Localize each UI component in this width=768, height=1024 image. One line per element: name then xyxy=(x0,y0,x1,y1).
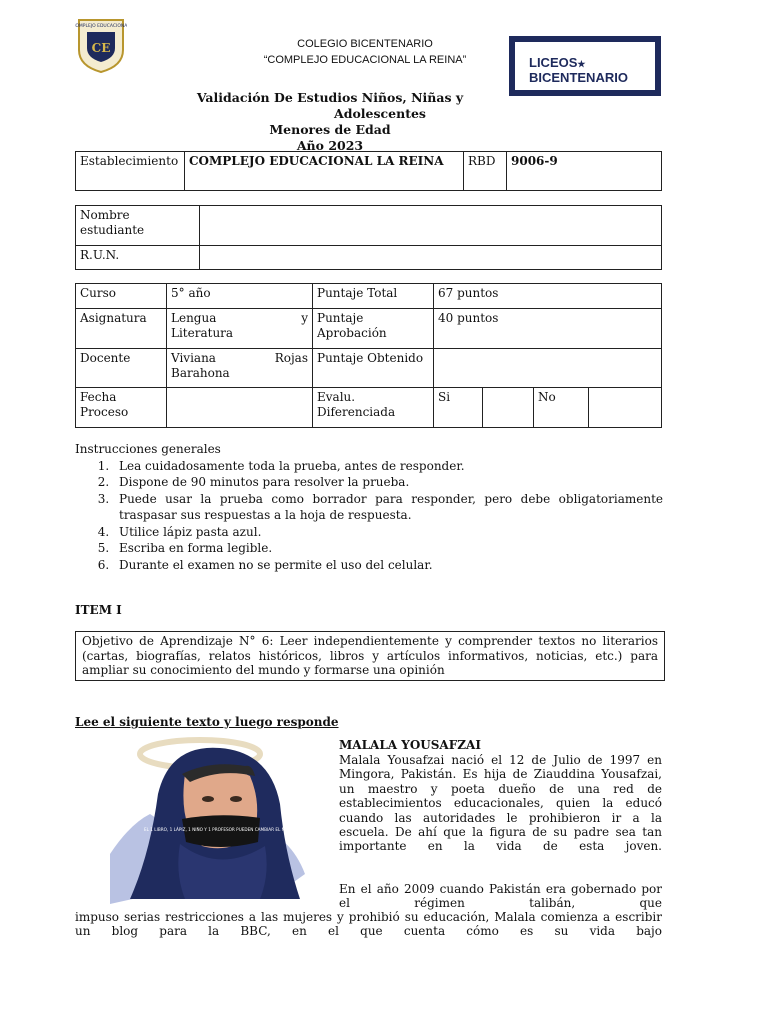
student-name-field[interactable] xyxy=(200,206,662,246)
title-line-2: Adolescentes xyxy=(334,106,426,121)
general-instructions xyxy=(75,441,663,573)
subject-value xyxy=(167,309,313,349)
subject-value-a: Lengua xyxy=(171,311,217,325)
document-title xyxy=(160,90,500,154)
crest-monogram: CE xyxy=(91,41,111,55)
course-info-table xyxy=(75,283,662,428)
instruction-item: 3. Puede usar la prueba como borrador para responder, pero debe obligatoriamente traspasar sus respuestas a la hoja de respuesta. xyxy=(113,491,663,524)
teacher-value-c: Barahona xyxy=(171,366,230,380)
instructions-heading: Instrucciones generales xyxy=(75,442,221,456)
malala-illustration xyxy=(70,734,328,904)
passing-score-label: Puntaje Aprobación xyxy=(313,309,434,349)
school-line-2: “COMPLEJO EDUCACIONAL LA REINA” xyxy=(263,54,467,66)
instruction-item: 1. Lea cuidadosamente toda la prueba, antes de responder. xyxy=(113,458,663,475)
run-field[interactable] xyxy=(200,246,662,270)
si-checkbox[interactable] xyxy=(483,388,534,428)
rbd-label: RBD xyxy=(464,152,507,191)
reading-title: MALALA YOUSAFZAI xyxy=(339,738,481,752)
teacher-label: Docente xyxy=(76,349,167,388)
title-line-1: Validación De Estudios Niños, Niñas y xyxy=(196,90,464,105)
logo-line-2: BICENTENARIO xyxy=(529,70,628,85)
school-crest xyxy=(75,16,127,74)
no-checkbox[interactable] xyxy=(589,388,662,428)
no-label: No xyxy=(534,388,589,428)
course-value: 5° año xyxy=(167,284,313,309)
student-table xyxy=(75,205,662,270)
obtained-score-field[interactable] xyxy=(434,349,662,388)
date-field[interactable] xyxy=(167,388,313,428)
school-line-1: COLEGIO BICENTENARIO xyxy=(297,38,433,50)
instruction-item: 6. Durante el examen no se permite el uso del celular. xyxy=(113,557,663,574)
reading-paragraph-2a: En el año 2009 cuando Pakistán era gobernado por el régimen talibán, que xyxy=(339,882,662,911)
establishment-label: Establecimiento xyxy=(76,152,185,191)
reading-paragraph-1: Malala Yousafzai nació el 12 de Julio de 1997 en Mingora, Pakistán. Es hija de Ziauddina Yousafzai, un maestro y poeta dueño de una red de establecimientos educacionales, quien la educó cuando las autoridades le prohibieron ir a la escuela. De ahí que la figura de su padre sea tan importante en la vida de esta joven. xyxy=(339,753,662,854)
teacher-value xyxy=(167,349,313,388)
total-score-label: Puntaje Total xyxy=(313,284,434,309)
logo-line-1: LICEOS xyxy=(529,55,578,70)
passing-score-value: 40 puntos xyxy=(434,309,662,349)
title-line-3: Menores de Edad xyxy=(269,122,391,137)
reading-paragraph-2b: impuso serias restricciones a las mujeres y prohibió su educación, Malala comienza a escribir un blog para la BBC, en el que cuenta cómo es su vida bajo xyxy=(75,910,662,939)
logo-star-icon: ★ xyxy=(577,59,586,69)
subject-label: Asignatura xyxy=(76,309,167,349)
run-label: R.U.N. xyxy=(76,246,200,270)
course-label: Curso xyxy=(76,284,167,309)
obtained-score-label: Puntaje Obtenido xyxy=(313,349,434,388)
date-label: Fecha Proceso xyxy=(76,388,167,428)
item-title: ITEM I xyxy=(75,603,122,617)
rbd-value: 9006-9 xyxy=(507,152,662,191)
student-name-label: Nombre estudiante xyxy=(76,206,200,246)
reading-instruction: Lee el siguiente texto y luego responde xyxy=(75,715,339,729)
instruction-item: 4. Utilice lápiz pasta azul. xyxy=(113,524,663,541)
title-line-4: Año 2023 xyxy=(296,138,364,153)
instruction-item: 2. Dispone de 90 minutos para resolver la prueba. xyxy=(113,474,663,491)
differentiated-eval-label: Evalu. Diferenciada xyxy=(313,388,434,428)
subject-value-b: y xyxy=(301,311,308,325)
mask-text: EL 1 LIBRO, 1 LÁPIZ, 1 NIÑO Y 1 PROFESOR PUEDEN CAMBIAR EL MUNDO xyxy=(143,827,299,832)
teacher-value-b: Rojas xyxy=(274,351,308,365)
learning-objective-box: Objetivo de Aprendizaje N° 6: Leer independientemente y comprender textos no literarios (cartas, biografías, relatos históricos, libros y artículos informativos, noticias, etc.) para ampliar su conocimiento del mundo y formarse una opinión xyxy=(75,631,665,681)
si-label: Si xyxy=(434,388,483,428)
school-name xyxy=(220,36,510,68)
establishment-value: COMPLEJO EDUCACIONAL LA REINA xyxy=(185,152,464,191)
teacher-value-a: Viviana xyxy=(171,351,216,365)
crest-text: COMPLEJO EDUCACIONAL xyxy=(75,24,127,29)
instruction-item: 5. Escriba en forma legible. xyxy=(113,540,663,557)
instructions-list xyxy=(75,458,663,574)
establishment-table xyxy=(75,151,662,191)
total-score-value: 67 puntos xyxy=(434,284,662,309)
subject-value-c: Literatura xyxy=(171,326,234,340)
liceos-bicentenario-logo xyxy=(509,36,661,96)
